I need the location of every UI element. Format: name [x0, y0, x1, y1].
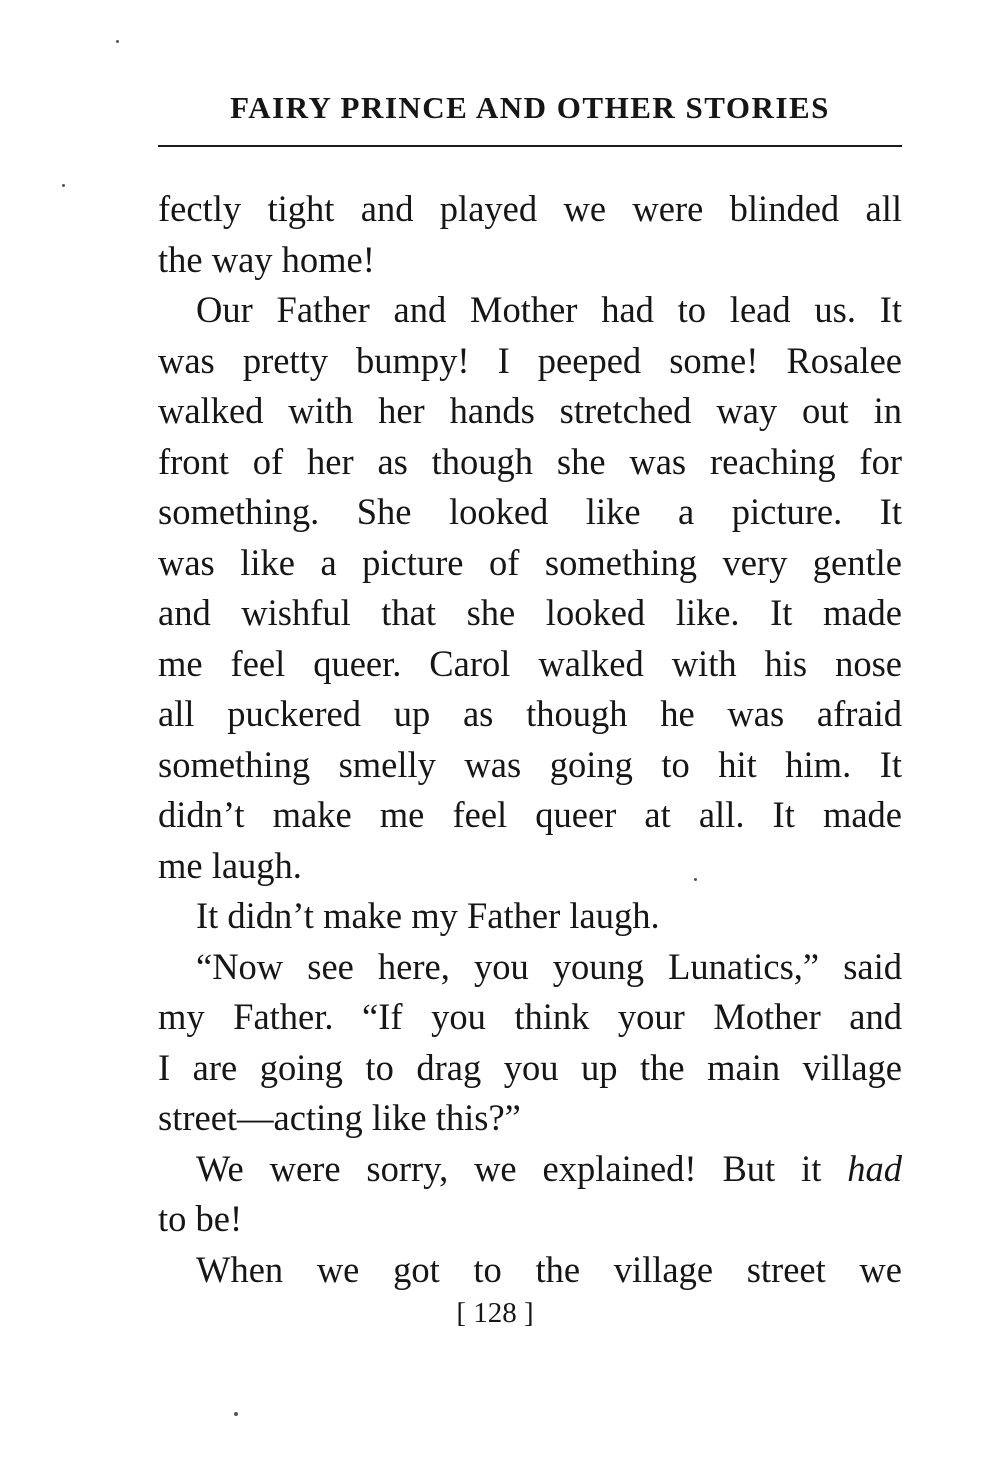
text-line [158, 336, 902, 387]
text-line-content: We were sorry, we explained! But it [196, 1147, 848, 1189]
text-line [158, 386, 902, 437]
text-line-content: fectly tight and played we were blinded all [158, 188, 902, 229]
text-line [158, 588, 902, 639]
text-line [158, 841, 902, 892]
text-line-content: didn’t make me feel queer at all. It made [158, 794, 902, 835]
text-line-content: “Now see here, you young Lunatics,” said [196, 945, 902, 987]
text-line [158, 689, 902, 740]
text-line [158, 1194, 902, 1245]
scan-speck [234, 1412, 238, 1416]
scan-speck [62, 184, 65, 187]
text-line-content: It didn’t make my Father laugh. [196, 895, 660, 936]
text-line [158, 639, 902, 690]
scan-speck [116, 40, 119, 43]
running-head: FAIRY PRINCE AND OTHER STORIES [230, 90, 830, 125]
text-line [158, 538, 902, 589]
text-line-content: was like a picture of something very gentle [158, 541, 902, 583]
text-line [158, 1144, 902, 1195]
text-line [158, 437, 902, 488]
page-number: [ 128 ] [456, 1297, 534, 1329]
text-line [158, 790, 902, 841]
text-line [158, 1093, 902, 1144]
text-line [158, 1043, 902, 1094]
text-line [158, 487, 902, 538]
text-line-content: something smelly was going to hit him. It [158, 743, 902, 785]
text-line-content: street—acting like this?” [158, 1097, 521, 1138]
text-line [158, 184, 902, 235]
text-line-content: front of her as though she was reaching for [158, 440, 902, 482]
text-line-content: the way home! [158, 238, 375, 280]
text-line-content: something. She looked like a picture. It [158, 491, 902, 532]
text-line-content: was pretty bumpy! I peeped some! Rosalee [158, 339, 902, 381]
text-line [158, 235, 902, 286]
text-line [158, 942, 902, 993]
header-rule [158, 145, 902, 147]
text-line [158, 740, 902, 791]
text-line-content: walked with her hands stretched way out in [158, 390, 902, 431]
body-text [158, 184, 902, 1295]
text-line-content: I are going to drag you up the main village [158, 1046, 902, 1088]
scan-speck [694, 878, 697, 881]
text-line-content: Our Father and Mother had to lead us. It [196, 289, 902, 330]
text-line [158, 891, 902, 942]
text-line [158, 285, 902, 336]
text-line-content: me feel queer. Carol walked with his nose [158, 642, 902, 684]
text-line-content: and wishful that she looked like. It made [158, 592, 902, 633]
text-line [158, 1245, 902, 1296]
text-line [158, 992, 902, 1043]
italic-emphasis: had [847, 1147, 902, 1189]
text-line-content: all puckered up as though he was afraid [158, 693, 902, 734]
text-line-content: my Father. “If you think your Mother and [158, 996, 902, 1037]
text-line-content: to be! [158, 1198, 243, 1239]
text-line-content: When we got to the village street we [196, 1248, 902, 1290]
text-line-content: me laugh. [158, 844, 302, 886]
